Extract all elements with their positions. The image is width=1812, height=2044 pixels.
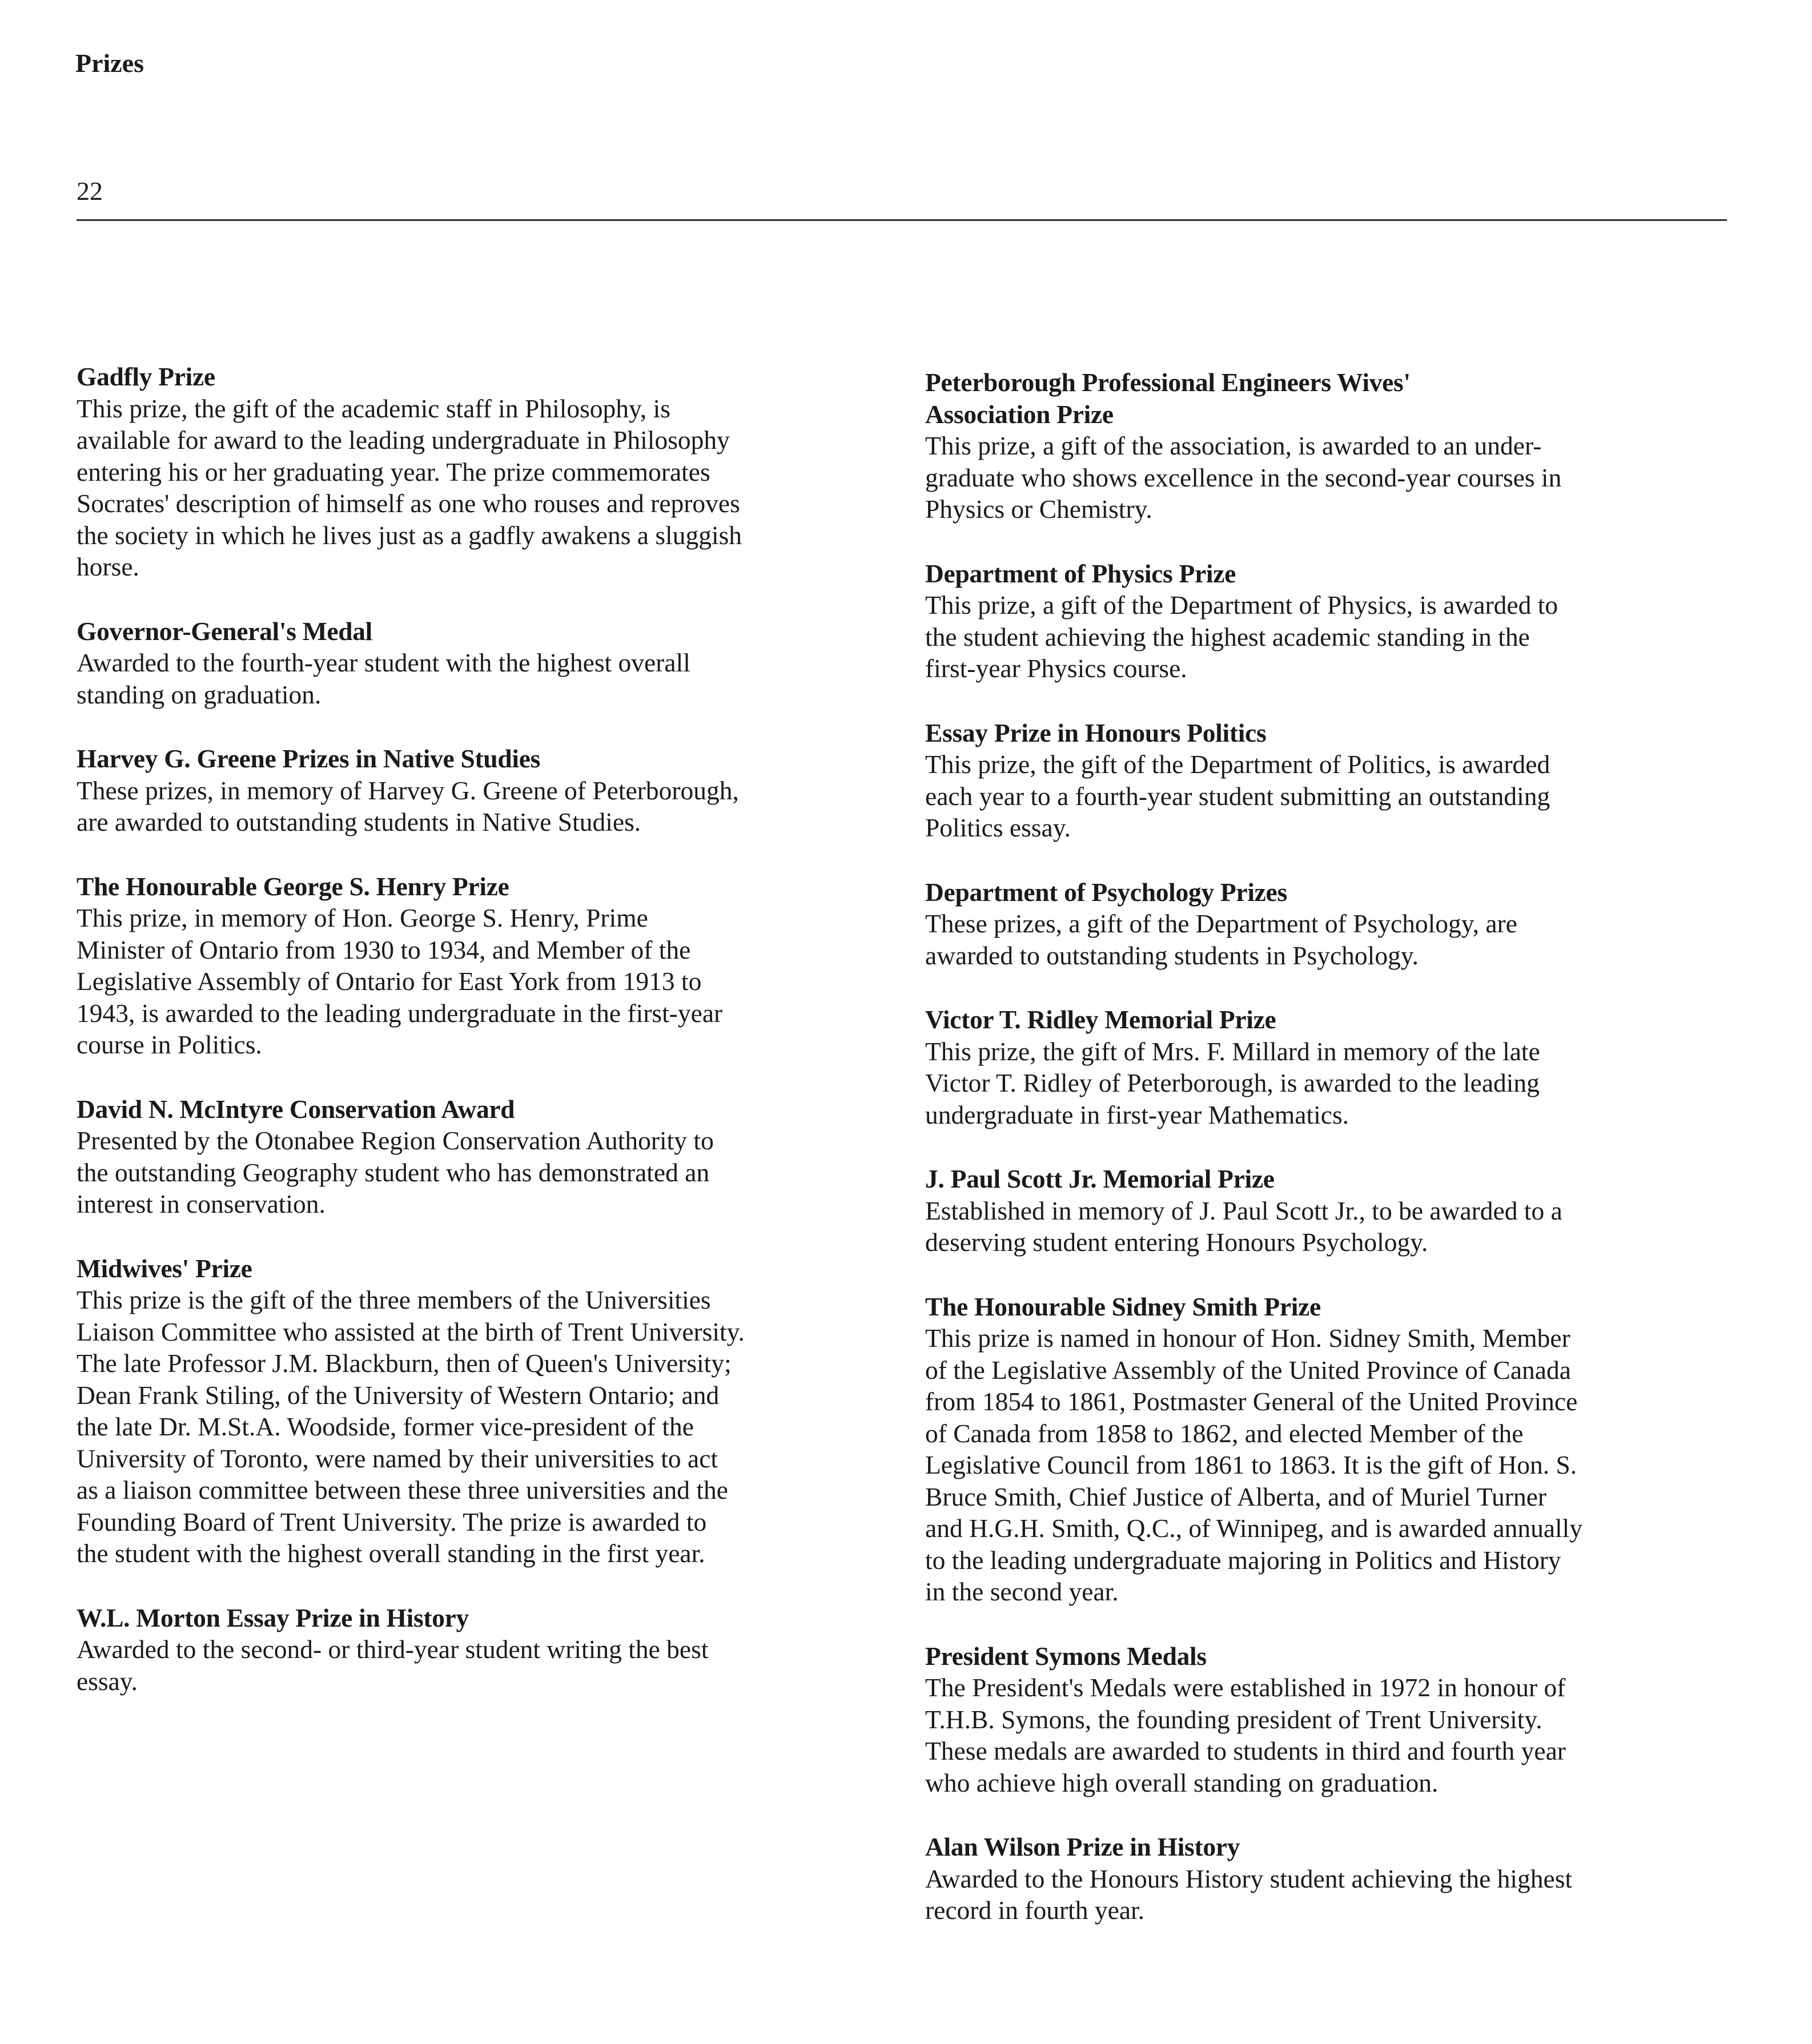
prize-entry-symons bbox=[925, 1640, 1725, 1799]
prize-description: This prize is named in honour of Hon. Sidney Smith, Member of the Legislative Assembly of the United Province of Canada from 1854 to 1861, Postmaster General of the United Province of Canada from 1858 to 1862, and elected Member of the Legislative Council from 1861 to 1863. It is the gift of Hon. S. Bruce Smith, Chief Justice of Alberta, and of Muriel Turner and H.G.H. Smith, Q.C., of Winnipeg, and is awarded annually to the leading undergraduate majoring in Politics and History in the second year. bbox=[925, 1323, 1583, 1606]
prize-title: Essay Prize in Honours Politics bbox=[925, 718, 1267, 747]
prize-title: President Symons Medals bbox=[925, 1641, 1207, 1671]
prize-description: The President's Medals were established in 1972 in honour of T.H.B. Symons, the founding president of Trent University. These medals are awarded to students in third and fourth year who achieve high overall standing on graduation. bbox=[925, 1673, 1566, 1797]
prize-entry-midwives bbox=[77, 1253, 887, 1570]
page-number: 22 bbox=[77, 176, 103, 206]
header-rule bbox=[77, 219, 1727, 221]
prize-entry-wilson bbox=[925, 1831, 1725, 1926]
prize-title: Peterborough Professional Engineers Wives' Association Prize bbox=[925, 368, 1411, 429]
prize-description: Established in memory of J. Paul Scott Jr., to be awarded to a deserving student entering Honours Psychology. bbox=[925, 1196, 1562, 1257]
prize-description: This prize, the gift of the academic staff in Philosophy, is available for award to the leading undergraduate in Philosophy entering his or her graduating year. The prize commemorates Socrates' description of himself as one who rouses and reproves the society in which he lives just as a gadfly awakens a sluggish horse. bbox=[77, 393, 742, 581]
prize-title: Department of Physics Prize bbox=[925, 558, 1236, 588]
prize-title: Harvey G. Greene Prizes in Native Studies bbox=[77, 744, 541, 773]
prize-title: Gadfly Prize bbox=[77, 362, 215, 391]
prize-entry-governor-general bbox=[77, 615, 887, 711]
prize-entry-scott bbox=[925, 1163, 1725, 1258]
prize-title: Midwives' Prize bbox=[77, 1253, 252, 1283]
right-column bbox=[925, 367, 1725, 1959]
prize-title: J. Paul Scott Jr. Memorial Prize bbox=[925, 1164, 1275, 1193]
running-head: Prizes bbox=[75, 49, 144, 78]
prize-title: W.L. Morton Essay Prize in History bbox=[77, 1603, 469, 1632]
prize-description: These prizes, in memory of Harvey G. Greene of Peterborough, are awarded to outstanding students in Native Studies. bbox=[77, 775, 739, 836]
prize-entry-george-henry bbox=[77, 871, 887, 1061]
prize-entry-physics bbox=[925, 558, 1725, 685]
prize-title: Department of Psychology Prizes bbox=[925, 877, 1287, 907]
prize-entry-harvey-greene bbox=[77, 743, 887, 838]
prize-description: This prize, a gift of the association, is awarded to an under- graduate who shows excellence in the second-year courses in Physics or Chemistry. bbox=[925, 431, 1562, 524]
prize-entry-politics-essay bbox=[925, 717, 1725, 844]
prize-entry-mcintyre bbox=[77, 1093, 887, 1220]
prize-title: The Honourable George S. Henry Prize bbox=[77, 871, 509, 901]
prize-title: Governor-General's Medal bbox=[77, 616, 373, 646]
prize-entry-engineers-wives bbox=[925, 367, 1725, 525]
prize-title: The Honourable Sidney Smith Prize bbox=[925, 1291, 1321, 1321]
prize-description: This prize, a gift of the Department of Physics, is awarded to the student achieving the highest academic standing in the first-year Physics course. bbox=[925, 590, 1558, 683]
prize-description: Awarded to the fourth-year student with the highest overall standing on graduation. bbox=[77, 648, 690, 709]
prize-title: Victor T. Ridley Memorial Prize bbox=[925, 1005, 1276, 1034]
prize-description: Awarded to the Honours History student achieving the highest record in fourth year. bbox=[925, 1864, 1573, 1925]
prize-description: These prizes, a gift of the Department of Psychology, are awarded to outstanding students in Psychology. bbox=[925, 909, 1517, 970]
prize-entry-psychology bbox=[925, 876, 1725, 972]
prize-entry-gadfly bbox=[77, 361, 887, 583]
prize-entry-sidney-smith bbox=[925, 1291, 1725, 1608]
prize-description: Awarded to the second- or third-year student writing the best essay. bbox=[77, 1635, 709, 1696]
prize-title: Alan Wilson Prize in History bbox=[925, 1832, 1240, 1861]
prize-description: This prize is the gift of the three members of the Universities Liaison Committee who assisted at the birth of Trent University. The late Professor J.M. Blackburn, then of Queen's University; Dean Frank Stiling, of the University of Western Ontario; and the late Dr. M.St.A. Woodside, former vice-president of the University of Toronto, were named by their universities to act as a liaison committee between these three universities and the Founding Board of Trent University. The prize is awarded to the student with the highest overall standing in the first year. bbox=[77, 1285, 745, 1568]
prize-entry-ridley bbox=[925, 1004, 1725, 1130]
prize-entry-morton bbox=[77, 1602, 887, 1697]
prize-description: This prize, the gift of Mrs. F. Millard in memory of the late Victor T. Ridley of Peterborough, is awarded to the leading undergraduate in first-year Mathematics. bbox=[925, 1036, 1540, 1129]
left-column bbox=[77, 361, 887, 1729]
prize-description: This prize, in memory of Hon. George S. Henry, Prime Minister of Ontario from 1930 to 1934, and Member of the Legislative Assembly of Ontario for East York from 1913 to 1943, is awarded to the leading undergraduate in the first-year course in Politics. bbox=[77, 903, 723, 1059]
prize-description: Presented by the Otonabee Region Conservation Authority to the outstanding Geography student who has demonstrated an interest in conservation. bbox=[77, 1126, 714, 1218]
prize-title: David N. McIntyre Conservation Award bbox=[77, 1094, 515, 1124]
prize-description: This prize, the gift of the Department of Politics, is awarded each year to a fourth-year student submitting an outstanding Politics essay. bbox=[925, 750, 1550, 842]
